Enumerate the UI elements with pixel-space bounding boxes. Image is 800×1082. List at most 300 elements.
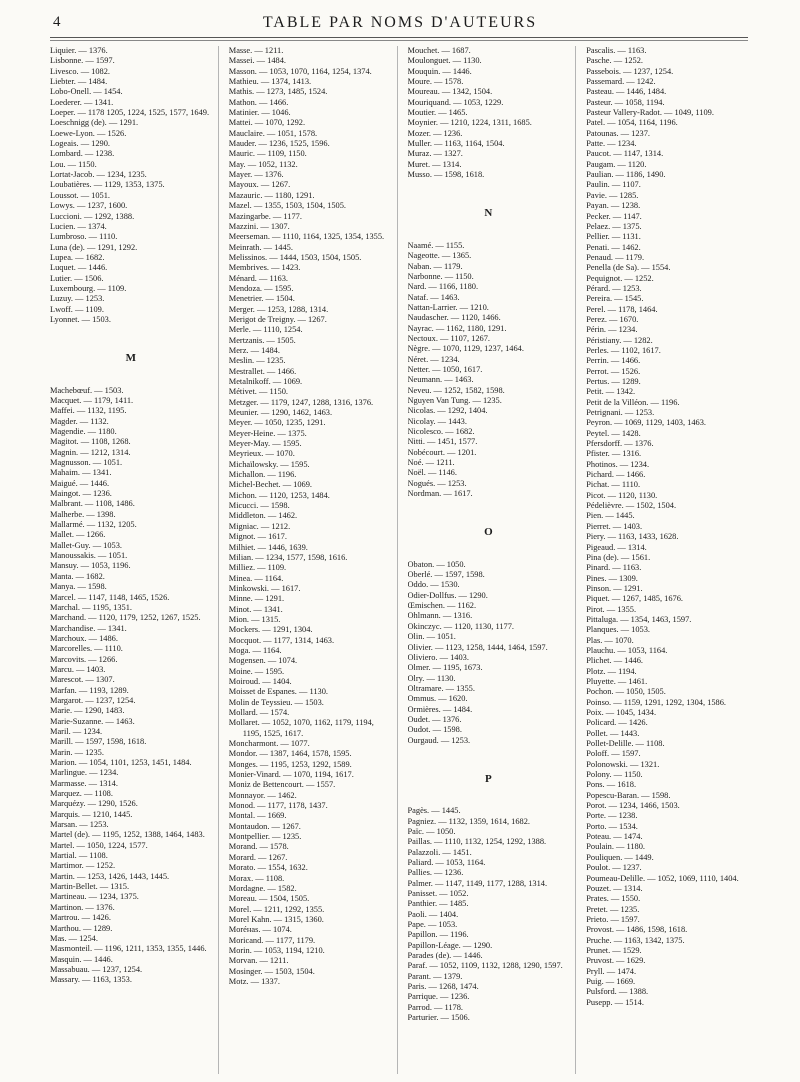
index-entry: Meslin. — 1235. xyxy=(228,356,286,366)
index-entry: Planques. — 1053. xyxy=(586,625,650,635)
index-entry: Pruche. — 1163, 1342, 1375. xyxy=(586,935,685,945)
index-entry: Mallarmé. — 1132, 1205. xyxy=(50,520,137,530)
index-entry: Pruvost. — 1629. xyxy=(586,956,646,966)
index-entry: Moulonguet. — 1130. xyxy=(407,56,482,66)
index-entry: Middleton. — 1462. xyxy=(228,511,298,521)
index-entry: Polonowski. — 1321. xyxy=(586,759,660,769)
index-entry: Perles. — 1102, 1617. xyxy=(586,345,661,355)
index-entry: Mouriquand. — 1053, 1229. xyxy=(407,97,504,107)
index-entry: Poteau. — 1474. xyxy=(586,832,643,842)
index-entry: Michon. — 1120, 1253, 1484. xyxy=(228,490,330,500)
index-entry: Olry. — 1130. xyxy=(407,673,456,683)
index-entry: Mazzini. — 1307. xyxy=(228,221,290,231)
index-entry: Marthou. — 1289. xyxy=(50,923,113,933)
index-entry: Passemard. — 1242. xyxy=(586,77,656,87)
index-entry: Meyer. — 1050, 1235, 1291. xyxy=(228,418,326,428)
index-entry: Paraf. — 1052, 1109, 1132, 1288, 1290, 1597. xyxy=(407,961,563,971)
index-entry: Morard. — 1267. xyxy=(228,852,288,862)
section-letter: P xyxy=(485,772,492,785)
index-entry: Pérard. — 1253. xyxy=(586,283,642,293)
index-entry: Pape. — 1053. xyxy=(407,920,458,930)
index-entry: Pfister. — 1316. xyxy=(586,449,642,459)
index-entry: Mestrallet. — 1466. xyxy=(228,366,297,376)
index-entry: Plas. — 1070. xyxy=(586,635,634,645)
index-entry: Perez. — 1670. xyxy=(586,314,639,324)
index-entry: Martinon. — 1376. xyxy=(50,902,115,912)
index-entry: Montaudon. — 1267. xyxy=(228,821,301,831)
index-entry: Porte. — 1238. xyxy=(586,811,638,821)
index-entry: Moréнas. — 1074. xyxy=(228,925,292,935)
index-entry: Metalnikoff. — 1069. xyxy=(228,377,303,386)
index-entry: Payan. — 1238. xyxy=(586,201,641,211)
index-entry: Morel. — 1211, 1292, 1355. xyxy=(228,904,325,914)
index-entry: Nègre. — 1070, 1129, 1237, 1464. xyxy=(407,344,524,354)
index-entry: Mosinger. — 1503, 1504. xyxy=(228,966,315,976)
index-entry: Métivet. — 1150. xyxy=(228,387,288,397)
index-entry: Plichet. — 1446. xyxy=(586,656,644,666)
index-entry: Pluyette. — 1461. xyxy=(586,676,648,686)
index-entry: Parades (de). — 1446. xyxy=(407,951,483,961)
index-entry: Livesco. — 1082. xyxy=(50,66,111,76)
index-entry: Marcel. — 1147, 1148, 1465, 1526. xyxy=(50,592,170,602)
index-entry: Olin. — 1051. xyxy=(407,632,456,642)
index-entry: Meinrath. — 1445. xyxy=(228,242,293,252)
index-entry: Morel Kahn. — 1315, 1360. xyxy=(228,914,324,924)
index-entry: Pollet-Delille. — 1108. xyxy=(586,739,665,749)
index-entry: Pulsford. — 1388. xyxy=(586,987,649,997)
index-entry: Pina (de). — 1561. xyxy=(586,552,651,562)
index-entry: Muret. — 1314. xyxy=(407,159,462,169)
index-entry: Monod. — 1177, 1178, 1437. xyxy=(228,801,328,811)
index-entry: Parrique. — 1236. xyxy=(407,992,470,1002)
index-entry: Picot. — 1120, 1130. xyxy=(586,490,658,500)
index-entry: Massei. — 1484. xyxy=(228,56,286,66)
index-entry: Meunier. — 1290, 1462, 1463. xyxy=(228,408,333,418)
index-entry: Poumeau-Delille. — 1052, 1069, 1110, 1404. xyxy=(586,873,739,883)
index-entry: Oberlé. — 1597, 1598. xyxy=(407,570,485,580)
index-entry: Perrot. — 1526. xyxy=(586,366,641,376)
index-entry: Ohlmann. — 1316. xyxy=(407,611,473,621)
index-entry: Odier-Dollfus. — 1290. xyxy=(407,590,488,600)
index-entry: Magnin. — 1212, 1314. xyxy=(50,447,131,457)
index-entry: Lucien. — 1374. xyxy=(50,221,107,231)
index-entry: Mathieu. — 1374, 1413. xyxy=(228,77,312,87)
index-entry: Olivier. — 1123, 1258, 1444, 1464, 1597. xyxy=(407,642,548,652)
index-entry: Lortat-Jacob. — 1234, 1235. xyxy=(50,170,147,180)
index-entry: Ménard. — 1163. xyxy=(228,273,288,283)
index-entry: Mauclaire. — 1051, 1578. xyxy=(228,128,318,138)
index-entry: Milhiet. — 1446, 1639. xyxy=(228,542,308,552)
index-entry: Pierret. — 1403. xyxy=(586,521,643,531)
index-entry: Okinczyc. — 1120, 1130, 1177. xyxy=(407,621,515,631)
index-entry: Pinson. — 1291. xyxy=(586,583,643,593)
index-entry: Loewe-Lyon. — 1526. xyxy=(50,128,127,138)
index-entry: Olmer. — 1195, 1673. xyxy=(407,663,483,673)
index-entry: Nectoux. — 1107, 1267. xyxy=(407,333,490,343)
index-entry: Lisbonne. — 1597. xyxy=(50,56,115,66)
index-entry: Patte. — 1234. xyxy=(586,139,637,149)
index-entry: Michel-Bechet. — 1069. xyxy=(228,480,313,490)
index-entry: Oltramare. — 1355. xyxy=(407,683,475,693)
index-entry: Pascalis. — 1163. xyxy=(586,46,647,55)
index-entry: Ormières. — 1484. xyxy=(407,704,473,714)
index-entry: Petrignani. — 1253. xyxy=(586,408,655,418)
index-entry: Martimor. — 1252. xyxy=(50,861,116,871)
index-entry: Pequignot. — 1252. xyxy=(586,273,654,283)
index-entry: Mollaret. — 1052, 1070, 1162, 1179, 1194, 1195, 1525, 1617. xyxy=(228,718,374,738)
index-entry: Pinard. — 1163. xyxy=(586,563,642,573)
index-entry: Marcovits. — 1266. xyxy=(50,654,118,664)
index-entry: Nageotte. — 1365. xyxy=(407,251,472,261)
index-entry: Pittaluga. — 1354, 1463, 1597. xyxy=(586,614,692,624)
index-entry: Merle. — 1110, 1254. xyxy=(228,325,303,335)
index-entry: Pouzet. — 1314. xyxy=(586,883,643,893)
index-entry: Marquézy. — 1290, 1526. xyxy=(50,799,138,809)
index-entry: Netter. — 1050, 1617. xyxy=(407,364,483,374)
index-entry: Mertzanis. — 1505. xyxy=(228,335,296,345)
index-entry: Mazingarbe. — 1177. xyxy=(228,211,302,221)
index-entry: Merz. — 1484. xyxy=(228,345,280,355)
index-entry: Mouchet. — 1687. xyxy=(407,46,471,55)
index-entry: Pasteau. — 1446, 1484. xyxy=(586,87,667,97)
index-entry: Oddo. — 1530. xyxy=(407,580,460,590)
index-entry: Paucot. — 1147, 1314. xyxy=(586,149,664,159)
index-entry: Pagniez. — 1132, 1359, 1614, 1682. xyxy=(407,816,531,826)
index-entry: Martial. — 1108. xyxy=(50,851,108,861)
index-entry: Martrou. — 1426. xyxy=(50,913,111,923)
index-entry: Oudot. — 1598. xyxy=(407,725,462,735)
index-entry: Meyrieux. — 1070. xyxy=(228,449,295,459)
index-entry: Pouliquen. — 1449. xyxy=(586,852,654,862)
index-entry: Plotz. — 1194. xyxy=(586,666,637,676)
index-entry: Manta. — 1682. xyxy=(50,571,105,581)
index-entry: Parturier. — 1506. xyxy=(407,1013,470,1023)
index-entry: Mendoza. — 1595. xyxy=(228,283,294,293)
index-entry: Narbonne. — 1150. xyxy=(407,271,474,281)
index-entry: Piery. — 1163, 1433, 1628. xyxy=(586,532,679,542)
index-entry: Magendie. — 1180. xyxy=(50,427,117,436)
index-entry: Nattan-Larrier. — 1210. xyxy=(407,302,489,312)
index-entry: Marchal. — 1195, 1351. xyxy=(50,602,133,612)
index-entry: Mansuy. — 1053, 1196. xyxy=(50,561,131,571)
index-entry: Moine. — 1595. xyxy=(228,666,285,676)
index-entry: Perel. — 1178, 1464. xyxy=(586,304,658,314)
index-entry: Membrives. — 1423. xyxy=(228,263,301,273)
index-entry: Pagès. — 1445. xyxy=(407,806,461,816)
index-entry: Montal. — 1669. xyxy=(228,811,287,821)
index-entry: Mayer. — 1376. xyxy=(228,170,284,180)
index-entry: Morato. — 1554, 1632. xyxy=(228,863,308,873)
index-entry: Pecker. — 1147. xyxy=(586,211,642,221)
index-entry: Massary. — 1163, 1353. xyxy=(50,975,132,985)
index-entry: Passebois. — 1237, 1254. xyxy=(586,66,674,76)
index-entry: Neveu. — 1252, 1582, 1598. xyxy=(407,385,505,395)
index-entry: Massabuau. — 1237, 1254. xyxy=(50,964,143,974)
index-entry: Prieto. — 1597. xyxy=(586,914,640,924)
index-entry: Merger. — 1253, 1288, 1314. xyxy=(228,304,329,314)
index-entry: Marion. — 1054, 1101, 1253, 1451, 1484. xyxy=(50,758,192,767)
index-entry: Morvan. — 1211. xyxy=(228,956,289,966)
index-entry: Peytel. — 1428. xyxy=(586,428,641,438)
page-title: TABLE PAR NOMS D'AUTEURS xyxy=(262,14,538,31)
index-entry: Palmer. — 1147, 1149, 1177, 1288, 1314. xyxy=(407,878,548,888)
index-entry: Panthier. — 1485. xyxy=(407,899,469,909)
index-entry: Pons. — 1618. xyxy=(586,780,637,790)
index-entry: Nard. — 1166, 1180. xyxy=(407,282,479,292)
index-entry: Moga. — 1164. xyxy=(228,645,282,655)
index-entry: Paoli. — 1404. xyxy=(407,909,459,919)
index-entry: Minot. — 1341. xyxy=(228,604,283,614)
index-entry: Penella (de Sa). — 1554. xyxy=(586,263,671,273)
index-entry: Pelaez. — 1375. xyxy=(586,221,642,231)
index-entry: Lowys. — 1237, 1600. xyxy=(50,201,128,211)
index-entry: Magnusson. — 1051. xyxy=(50,458,123,468)
index-entry: Luxembourg. — 1109. xyxy=(50,283,127,293)
index-entry: Loussot. — 1051. xyxy=(50,190,111,200)
index-entry: Nataf. — 1463. xyxy=(407,292,460,302)
index-entry: Minea. — 1164. xyxy=(228,573,284,583)
index-entry: Paillas. — 1110, 1132, 1254, 1292, 1388. xyxy=(407,837,547,847)
index-entry: Michaïlowsky. — 1595. xyxy=(228,459,310,469)
index-entry: Muller. — 1163, 1164, 1504. xyxy=(407,139,505,149)
index-entry: Mordagne. — 1582. xyxy=(228,883,297,893)
index-entry: Marcu. — 1403. xyxy=(50,664,106,674)
index-entry: Policard. — 1426. xyxy=(586,718,648,728)
index-entry: Pasteur Vallery-Radot. — 1049, 1109. xyxy=(586,108,714,118)
index-entry: Manya. — 1598. xyxy=(50,582,107,592)
index-entry: Maffei. — 1132, 1195. xyxy=(50,406,127,416)
index-entry: Pédelièvre. — 1502, 1504. xyxy=(586,501,677,511)
index-entry: Péristiany. — 1282. xyxy=(586,335,653,345)
index-entry: Lombard. — 1238. xyxy=(50,149,115,159)
index-entry: Naamé. — 1155. xyxy=(407,240,465,250)
index-entry: Piquet. — 1267, 1485, 1676. xyxy=(586,594,684,604)
index-entry: Marcorelles. — 1110. xyxy=(50,644,123,654)
index-entry: Petit. — 1342. xyxy=(586,387,636,397)
index-entry: Monges. — 1195, 1253, 1292, 1589. xyxy=(228,759,352,769)
index-entry: Martin-Bellet. — 1315. xyxy=(50,882,130,892)
index-entry: Loeper. — 1178 1205, 1224, 1525, 1577, 1649. xyxy=(50,108,210,118)
index-entry: Muraz. — 1327. xyxy=(407,149,463,159)
index-entry: Popescu-Baran. — 1598. xyxy=(586,790,671,800)
index-entry: Loeschnigg (de). — 1291. xyxy=(50,118,139,128)
index-entry: Moureau. — 1342, 1504. xyxy=(407,87,493,97)
section-letter: N xyxy=(484,207,493,220)
index-entry: Pallies. — 1236. xyxy=(407,868,464,878)
index-entry: Nicolas. — 1292, 1404. xyxy=(407,406,488,416)
index-entry: Loederer. — 1341. xyxy=(50,97,114,107)
index-entry: Oudet. — 1376. xyxy=(407,714,462,724)
index-entry: Patounas. — 1237. xyxy=(586,128,650,138)
index-entry: Mion. — 1315. xyxy=(228,614,281,624)
index-entry: Milliez. — 1109. xyxy=(228,563,287,573)
index-entry: Mauder. — 1236, 1525, 1596. xyxy=(228,139,330,149)
index-entry: Marescot. — 1307. xyxy=(50,675,115,685)
index-entry: Puig. — 1669. xyxy=(586,976,636,986)
index-entry: Mayoux. — 1267. xyxy=(228,180,291,190)
index-entry: Poloff. — 1597. xyxy=(586,749,641,759)
index-entry: Marsan. — 1253. xyxy=(50,820,109,830)
index-entry: Parant. — 1379. xyxy=(407,971,463,981)
index-entry: Machebœuf. — 1503. xyxy=(50,385,124,395)
index-entry: Penaud. — 1179. xyxy=(586,252,645,262)
index-entry: Neumann. — 1463. xyxy=(407,375,474,385)
index-entry: Meerseman. — 1110, 1164, 1325, 1354, 1355. xyxy=(228,232,385,242)
index-entry: Œmischen. — 1162. xyxy=(407,601,477,611)
index-entry: Prunet. — 1529. xyxy=(586,945,642,955)
index-entry: Pasteur. — 1058, 1194. xyxy=(586,97,665,107)
index-entry: Plauchu. — 1053, 1164. xyxy=(586,645,668,655)
index-entry: Pigeaud. — 1314. xyxy=(586,542,647,552)
index-entry: Papillon-Léage. — 1290. xyxy=(407,940,493,950)
index-entry: Pollet. — 1443. xyxy=(586,728,640,738)
index-entry: Mahaim. — 1341. xyxy=(50,468,112,478)
index-entry: Porto. — 1534. xyxy=(586,821,638,831)
index-entry: Marmasse. — 1314. xyxy=(50,778,118,788)
index-entry: Metzger. — 1179, 1247, 1288, 1316, 1376. xyxy=(228,397,374,407)
index-entry: Paliard. — 1053, 1164. xyxy=(407,858,486,867)
index-entry: Photinos. — 1234. xyxy=(586,459,650,469)
index-entry: Pichat. — 1110. xyxy=(586,480,641,490)
index-entry: Moisset de Espanes. — 1130. xyxy=(228,687,328,697)
index-entry: Perrin. — 1466. xyxy=(586,356,641,366)
index-entry: Masson. — 1053, 1070, 1164, 1254, 1374. xyxy=(228,66,372,76)
index-entry: Pretet. — 1235. xyxy=(586,904,640,914)
index-entry: Naban. — 1179. xyxy=(407,261,463,271)
index-entry: Lwoff. — 1109. xyxy=(50,304,104,314)
page-number: 4 xyxy=(53,14,61,30)
index-entry: Luzuy. — 1253. xyxy=(50,294,105,304)
index-entry: Parrod. — 1178. xyxy=(407,1002,464,1012)
index-entry: Melissinos. — 1444, 1503, 1504, 1505. xyxy=(228,252,362,262)
index-entry: Marquez. — 1108. xyxy=(50,789,113,799)
index-entry: Peyron. — 1069, 1129, 1403, 1463. xyxy=(586,418,706,428)
index-entry: Marill. — 1597, 1598, 1618. xyxy=(50,737,147,747)
index-entry: Poix. — 1045, 1434. xyxy=(586,708,657,717)
index-entry: Luna (de). — 1291, 1292. xyxy=(50,242,138,252)
index-entry: Masse. — 1211. xyxy=(228,46,284,55)
index-entry: Mathon. — 1466. xyxy=(228,97,289,107)
index-entry: Marchandise. — 1341. xyxy=(50,623,127,633)
index-entry: Marie. — 1290, 1483. xyxy=(50,706,125,716)
index-entry: Provost. — 1486, 1598, 1618. xyxy=(586,925,688,935)
index-entry: Mattei. — 1070, 1292. xyxy=(228,118,306,128)
index-entry: Mallet. — 1266. xyxy=(50,530,106,540)
index-column xyxy=(50,46,219,1074)
index-entry: Micucci. — 1598. xyxy=(228,501,290,511)
index-entry: Mazel. — 1355, 1503, 1504, 1505. xyxy=(228,201,346,211)
index-entry: Magitot. — 1108, 1268. xyxy=(50,437,131,447)
index-entry: May. — 1052, 1132. xyxy=(228,159,298,169)
index-entry: Moricand. — 1177, 1179. xyxy=(228,935,316,945)
index-entry: Nobécourt. — 1201. xyxy=(407,447,477,457)
index-entry: Pochon. — 1050, 1505. xyxy=(586,687,666,697)
index-entry: Nogués. — 1253. xyxy=(407,478,467,488)
index-entry: Mazauric. — 1180, 1291. xyxy=(228,190,315,200)
index-entry: Monnayor. — 1462. xyxy=(228,790,297,800)
index-entry: Marchoux. — 1486. xyxy=(50,633,118,643)
index-entry: Penati. — 1462. xyxy=(586,242,641,252)
index-entry: Patel. — 1054, 1164, 1196. xyxy=(586,118,678,128)
index-entry: Martel (de). — 1195, 1252, 1388, 1464, 1483. xyxy=(50,830,205,840)
index-entry: Martel. — 1050, 1224, 1577. xyxy=(50,840,148,850)
index-entry: Naudascher. — 1120, 1466. xyxy=(407,313,501,323)
index-entry: Mouquin. — 1446. xyxy=(407,66,472,76)
index-entry: Poinso. — 1159, 1291, 1292, 1304, 1586. xyxy=(586,697,726,707)
index-entry: Morax. — 1108. xyxy=(228,873,285,883)
index-entry: Meyer-May. — 1595. xyxy=(228,439,302,449)
index-entry: Lyonnet. — 1503. xyxy=(50,314,111,324)
section-letter: O xyxy=(484,526,493,539)
index-entry: Mogensen. — 1074. xyxy=(228,656,298,666)
index-entry: Néret. — 1234. xyxy=(407,354,460,364)
index-entry: Pellier. — 1131. xyxy=(586,232,641,242)
index-entry: Nicolesco. — 1682. xyxy=(407,427,475,436)
index-entry: Païc. — 1050. xyxy=(407,826,456,836)
index-entry: Porot. — 1234, 1466, 1503. xyxy=(586,801,680,811)
index-entry: Migniac. — 1212. xyxy=(228,521,291,531)
index-entry: Masquin. — 1446. xyxy=(50,954,113,964)
index-entry: Morand. — 1578. xyxy=(228,842,289,852)
index-entry: Marquis. — 1210, 1445. xyxy=(50,809,133,819)
index-entry: Monier-Vinard. — 1070, 1194, 1617. xyxy=(228,770,354,780)
index-entry: Pirot. — 1355. xyxy=(586,604,637,614)
index-entry: Margarot. — 1237, 1254. xyxy=(50,695,136,705)
index-entry: Polony. — 1150. xyxy=(586,770,643,780)
index-entry: Noël. — 1146. xyxy=(407,468,457,478)
index-entry: Marie-Suzanne. — 1463. xyxy=(50,716,135,726)
index-entry: Palazzoli. — 1451. xyxy=(407,847,472,857)
index-entry: Paris. — 1268, 1474. xyxy=(407,982,479,992)
index-entry: Paugam. — 1120. xyxy=(586,159,647,169)
index-entry: Moreau. — 1504, 1505. xyxy=(228,894,310,904)
index-entry: Mozer. — 1236. xyxy=(407,128,463,138)
index-entry: Obaton. — 1050. xyxy=(407,559,466,569)
index-entry: Mollard. — 1574. xyxy=(228,708,290,717)
index-entry: Luquet. — 1446. xyxy=(50,263,108,273)
index-entry: Moncharmont. — 1077. xyxy=(228,739,310,749)
index-entry: Paulian. — 1186, 1490. xyxy=(586,170,666,180)
index-entry: Maingot. — 1236. xyxy=(50,489,112,499)
index-entry: Pereira. — 1545. xyxy=(586,294,644,304)
index-entry: Montpellier. — 1235. xyxy=(228,832,302,842)
index-entry: Mocquot. — 1177, 1314, 1463. xyxy=(228,635,335,645)
index-entry: Nordman. — 1617. xyxy=(407,489,473,499)
index-entry: Michallon. — 1196. xyxy=(228,470,297,480)
index-entry: Pavie. — 1285. xyxy=(586,190,639,200)
index-entry: Menetrier. — 1504. xyxy=(228,294,295,304)
index-entry: Ommus. — 1620. xyxy=(407,694,468,704)
index-entry: Moiroud. — 1404. xyxy=(228,676,292,686)
index-columns xyxy=(50,46,748,1074)
index-entry: Pines. — 1309. xyxy=(586,573,638,583)
index-entry: Mignot. — 1617. xyxy=(228,532,287,542)
section-letter: M xyxy=(125,352,137,365)
index-entry: Loubatières. — 1129, 1353, 1375. xyxy=(50,180,165,190)
index-entry: Moniz de Bettencourt. — 1557. xyxy=(228,780,336,790)
index-entry: Minne. — 1291. xyxy=(228,594,285,604)
index-entry: Motz. — 1337. xyxy=(228,976,280,986)
index-entry: Manoussakis. — 1051. xyxy=(50,551,128,561)
index-column xyxy=(229,46,398,1074)
header-rule xyxy=(50,37,748,41)
index-entry: Lumbroso. — 1110. xyxy=(50,232,118,242)
index-entry: Minkowski. — 1617. xyxy=(228,583,301,593)
index-entry: Mas. — 1254. xyxy=(50,933,98,943)
index-entry: Lutier. — 1506. xyxy=(50,273,104,283)
index-entry: Lobo-Onell. — 1454. xyxy=(50,87,123,97)
index-entry: Mallet-Guy. — 1053. xyxy=(50,540,123,550)
